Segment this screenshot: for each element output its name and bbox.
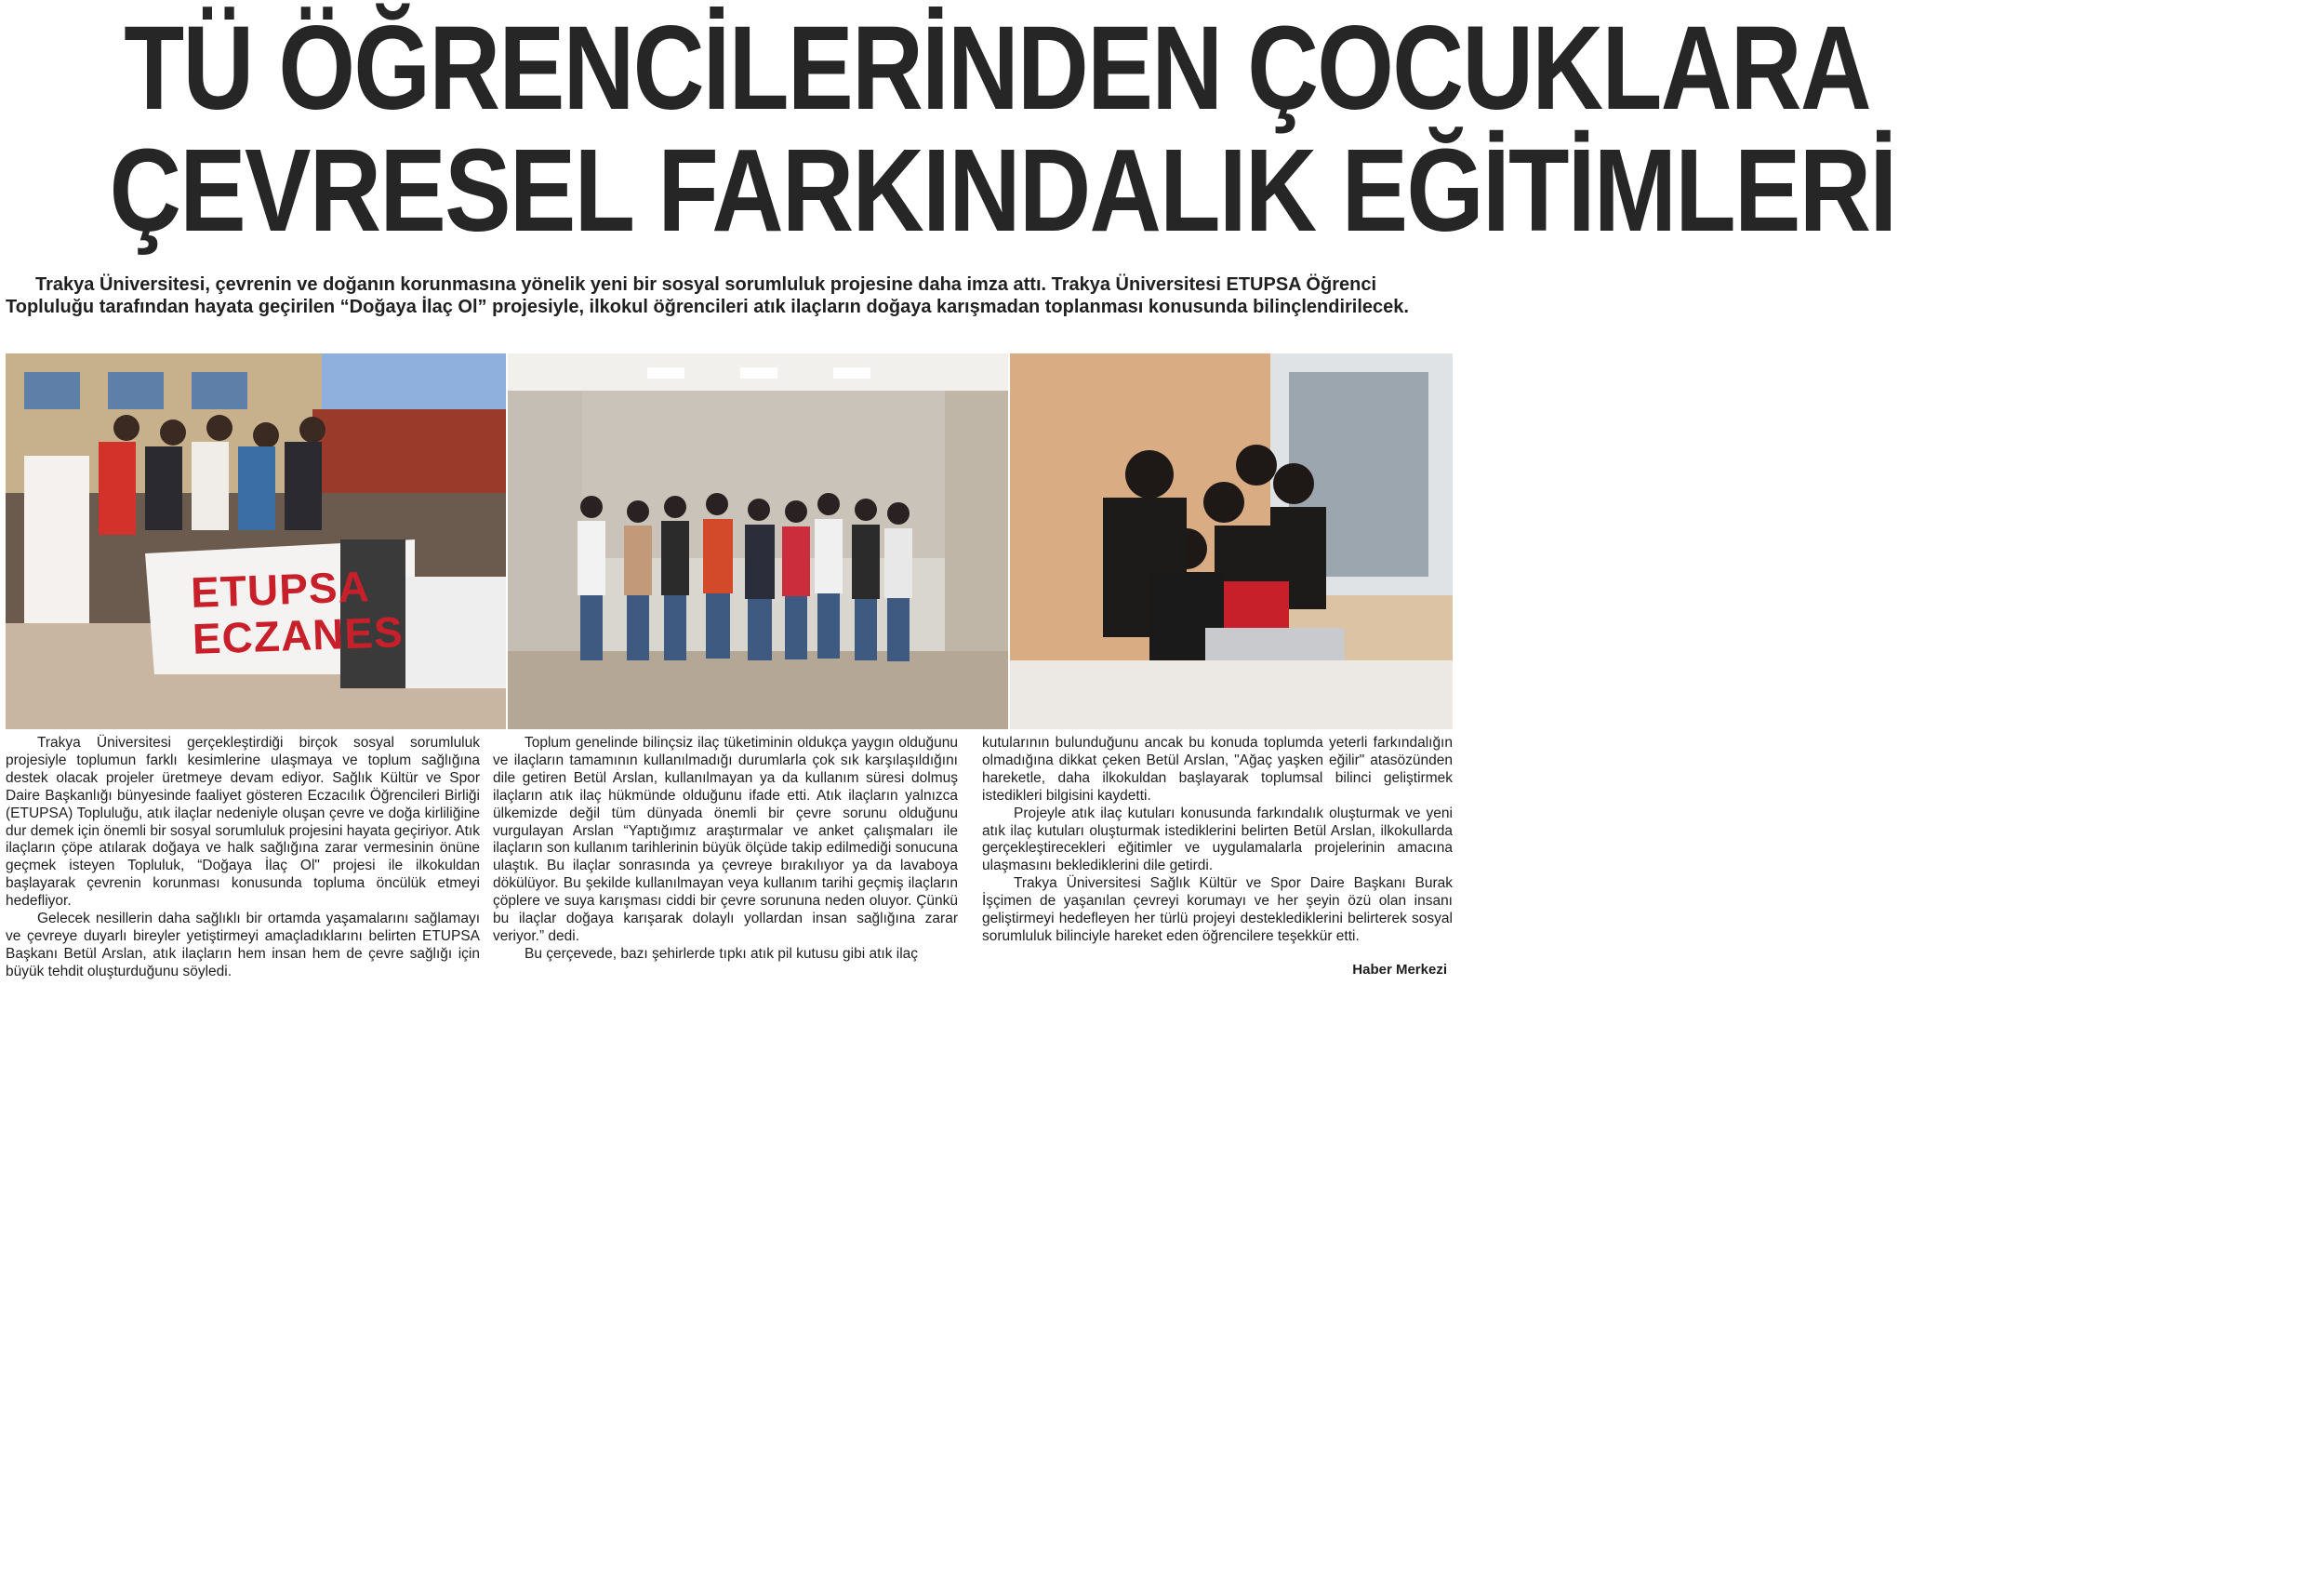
byline-signature: Haber Merkezi xyxy=(1352,962,1447,978)
headline-line-1: TÜ ÖĞRENCİLERİNDEN ÇOCUKLARA xyxy=(124,2,1870,135)
indoor-group-illustration xyxy=(508,353,1008,729)
photo-indoor-group xyxy=(508,353,1008,729)
article-paragraph: Trakya Üniversitesi gerçekleştirdiği birçok sosyal sorumluluk projesiyle toplumun farklı kesimlerine ulaşmaya ve toplum sağlığına destek olacak projeler üretmeye devam ediyor. Sağlık Kültür ve Spor Daire Başkanlığı bünyesinde faaliyet gösteren Eczacılık Öğrencileri Birliği (ETUPSA) Topluluğu, atık ilaçlar nedeniyle oluşan çevre ve doğa kirliliğine dur demek için önemli bir sosyal sorumluluk projesini hayata geçiriyor. Atık ilaçların çöpe atılarak doğaya ve halk sağlığına zarar vermesinin önüne geçmek isteyen Topluluk, “Doğaya İlaç Ol" projesi ile ilkokuldan başlayarak çevrenin korunması konusunda topluma öncülük etmeyi hedefliyor. xyxy=(6,735,480,910)
photo-office-group xyxy=(1010,353,1453,729)
article-paragraph: Bu çerçevede, bazı şehirlerde tıpkı atık pil kutusu gibi atık ilaç xyxy=(525,945,919,962)
article-paragraph: Trakya Üniversitesi Sağlık Kültür ve Spor Daire Başkanı Burak İşçimen de yaşanılan çevreyi korumayı ve her şeyin özü olan insanı geliştirmeyi hedefleyen her türlü projeyi desteklediklerini belirterek sosyal sorumluluk bilinciyle hareket eden öğrencilere teşekkür etti. xyxy=(982,875,1453,944)
article-column-3 xyxy=(982,735,1453,946)
banner-text-line-1: ETUPSA xyxy=(190,562,371,617)
outdoor-stand-illustration xyxy=(6,353,506,729)
banner-text-line-2: ECZANES xyxy=(192,607,405,663)
headline-line-2: ÇEVRESEL FARKINDALIK EĞİTİMLERİ xyxy=(109,125,1896,256)
article-paragraph: Projeyle atık ilaç kutuları konusunda farkındalık oluşturmak ve yeni atık ilaç kutuları oluşturmak istediklerini belirten Betül Arslan, ilkokullarda gerçekleştirecekleri eğitimler ve uygulamalarla projelerinin amacına ulaşmasını beklediklerini dile getirdi. xyxy=(982,805,1453,874)
article-paragraph: Toplum genelinde bilinçsiz ilaç tüketiminin oldukça yaygın olduğunu ve ilaçların tamamının kullanılmadığı durumlarla çok sık karşılaşıldığını dile getiren Betül Arslan, kullanılmayan ya da kullanım süresi dolmuş ilaçların atık ilaç hükmünde olduğunu ifade etti. Atık ilaçların yalnızca ülkemizde değil tüm dünyada önemli bir çevre sorunu olduğunu vurgulayan Arslan “Yaptığımız araştırmalar ve anket çalışmaları ile ilaçların son kullanım tarihlerinin büyük ölçüde takip edilmediği sonucuna ulaştık. Bu ilaçlar sonrasında ya çevreye bırakılıyor ya da lavaboya dökülüyor. Bu şekilde kullanılmayan veya kullanım tarihi geçmiş ilaçların çöplere ve suya karışması ciddi bir çevre sorununa neden oluyor. Çünkü bu ilaçlar doğaya karışarak dolaylı yollardan insan sağlığına zarar veriyor.” dedi. xyxy=(493,735,958,944)
lead-paragraph: Trakya Üniversitesi, çevrenin ve doğanın korunmasına yönelik yeni bir sosyal sorumluluk projesine daha imza attı. Trakya Üniversitesi ETUPSA Öğrenci Topluluğu tarafından hayata geçirilen “Doğaya İlaç Ol” projesiyle, ilkokul öğrencileri atık ilaçların doğaya karışmadan toplanması konusunda bilinçlendirilecek. xyxy=(6,274,1409,317)
article-column-1 xyxy=(6,735,480,981)
office-group-illustration xyxy=(1010,353,1453,729)
article-paragraph: kutularının bulunduğunu ancak bu konuda toplumda yeterli farkındalığın olmadığına dikkat çeken Betül Arslan, "Ağaç yaşken eğilir" atasözünden hareketle, daha ilkokuldan başlayarak toplumsal bilinci geliştirmek istedikleri bilgisini kaydetti. xyxy=(982,735,1453,804)
article-paragraph: Gelecek nesillerin daha sağlıklı bir ortamda yaşamalarını sağlamayı ve çevreye duyarlı bireyler yetiştirmeyi amaçladıklarını belirten ETUPSA Başkanı Betül Arslan, atık ilaçların hem insan hem de çevre sağlığı için büyük tehdit oluşturduğunu söyledi. xyxy=(6,911,480,979)
article-column-2 xyxy=(493,735,958,964)
photo-outdoor-stand xyxy=(6,353,506,729)
